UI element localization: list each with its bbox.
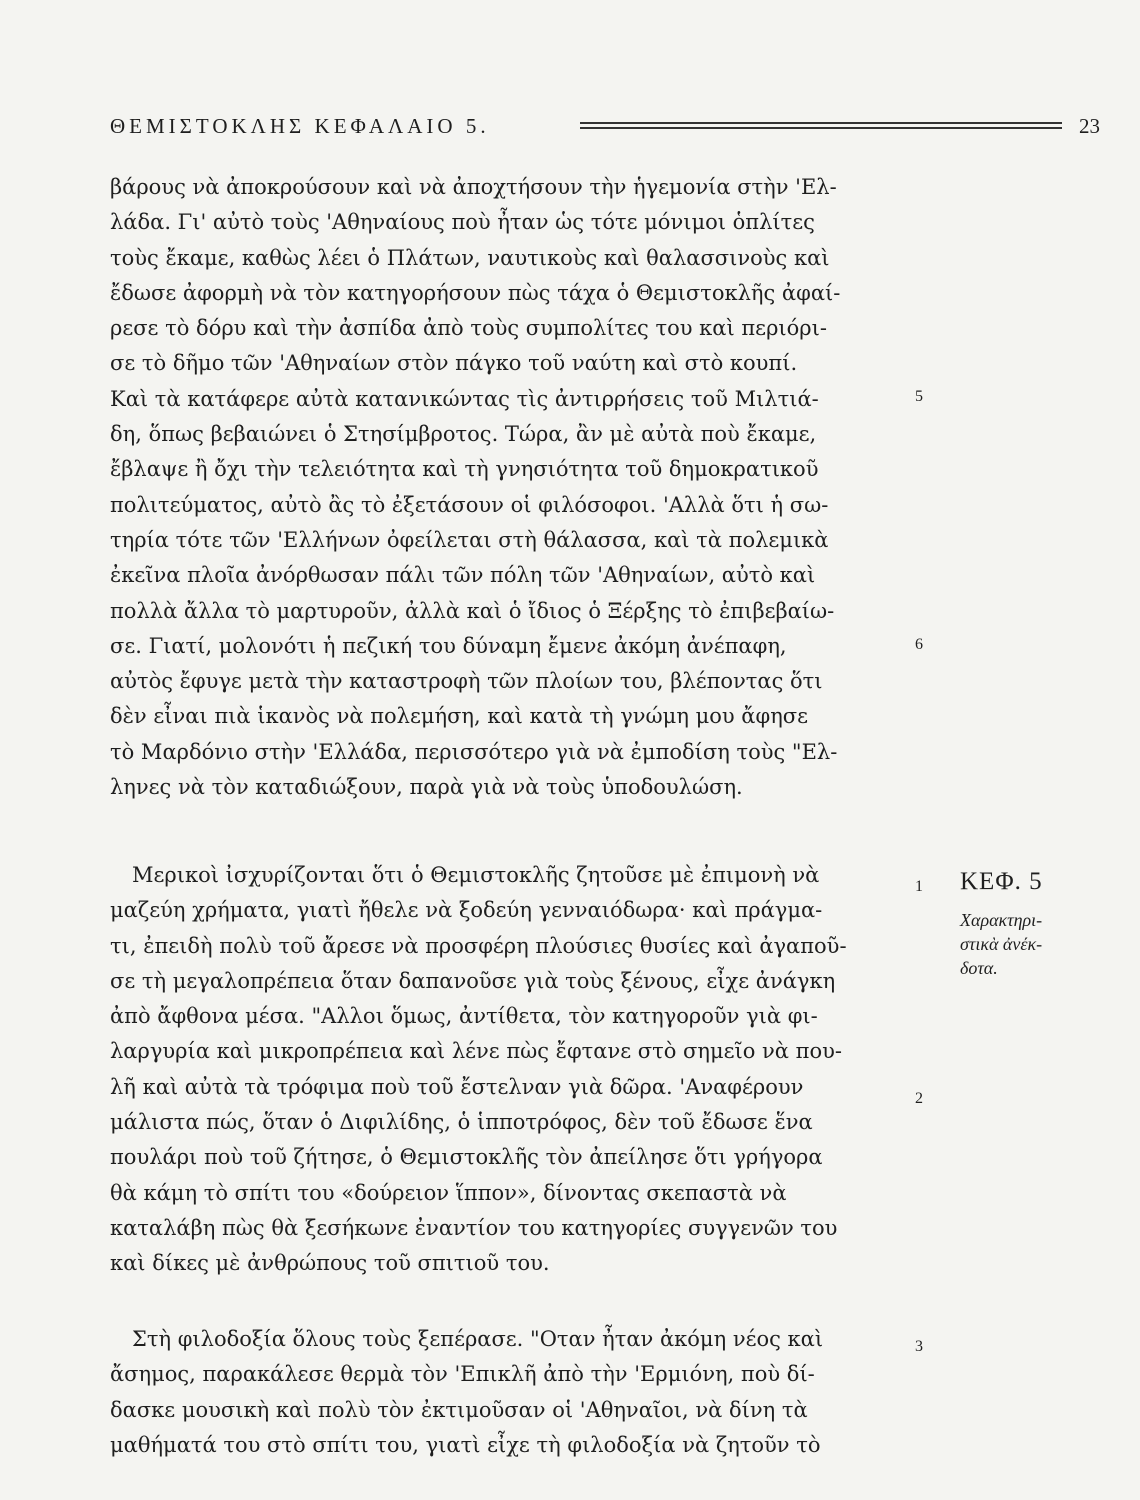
text-line: λαργυρία καὶ μικροπρέπεια καὶ λένε πὼς ἔφτανε στὸ σημεῖο νὰ που-	[110, 1039, 842, 1064]
margin-number: 1	[915, 878, 923, 895]
text-line: τηρία τότε τῶν 'Ελλήνων ὀφείλεται στὴ θάλασσα, καὶ τὰ πολεμικὰ	[110, 527, 829, 552]
text-line: θὰ κάμη τὸ σπίτι του «δούρειον ἵππον», δίνοντας σκεπαστὰ νὰ	[110, 1180, 787, 1205]
paragraph-3	[110, 1322, 900, 1463]
text-line: μαζεύη χρήματα, γιατὶ ἤθελε νὰ ξοδεύη γενναιόδωρα· καὶ πράγμα-	[110, 898, 823, 923]
text-line: ἔδωσε ἀφορμὴ νὰ τὸν κατηγορήσουν πὼς τάχα ὁ Θεμιστοκλῆς ἀφαί-	[110, 280, 841, 305]
text-line: Μερικοὶ ἰσχυρίζονται ὅτι ὁ Θεμιστοκλῆς ζητοῦσε μὲ ἐπιμονὴ νὰ	[132, 863, 820, 887]
text-line: σε τὸ δῆμο τῶν 'Αθηναίων στὸν πάγκο τοῦ ναύτη καὶ στὸ κουπί.	[110, 351, 798, 376]
page-number: 23	[1079, 114, 1100, 138]
text-line: λάδα. Γι' αὐτὸ τοὺς 'Αθηναίους ποὺ ἦταν ὡς τότε μόνιμοι ὁπλίτες	[110, 210, 815, 235]
margin-number: 3	[915, 1338, 923, 1355]
chapter-number: 5	[1029, 868, 1043, 895]
running-title: ΘΕΜΙΣΤΟΚΛΗΣ ΚΕΦΑΛΑΙΟ 5.	[110, 114, 490, 138]
text-line: τι, ἐπειδὴ πολὺ τοῦ ἄρεσε νὰ προσφέρη πλούσιες θυσίες καὶ ἀγαποῦ-	[110, 933, 847, 958]
text-line: ληνες νὰ τὸν καταδιώξουν, παρὰ γιὰ νὰ τοὺς ὑποδουλώση.	[110, 775, 743, 800]
text-line: αὐτὸς ἔφυγε μετὰ τὴν καταστροφὴ τῶν πλοίων του, βλέποντας ὅτι	[110, 669, 823, 694]
text-line: ἄσημος, παρακάλεσε θερμὰ τὸν 'Επικλῆ ἀπὸ τὴν 'Ερμιόνη, ποὺ δί-	[110, 1362, 815, 1387]
margin-number: 6	[915, 636, 923, 653]
subtitle-line: στικὰ ἀνέκ-	[960, 934, 1043, 954]
text-line: ἀπὸ ἄφθονα μέσα. "Αλλοι ὅμως, ἀντίθετα, τὸν κατηγοροῦν γιὰ φι-	[110, 1004, 818, 1029]
text-line: τὸ Μαρδόνιο στὴν 'Ελλάδα, περισσότερο γιὰ νὰ ἐμποδίση τοὺς "Ελ-	[110, 739, 838, 764]
text-line: Καὶ τὰ κατάφερε αὐτὰ κατανικώντας τὶς ἀντιρρήσεις τοῦ Μιλτιά-	[110, 386, 819, 411]
text-line: ἔβλαψε ἢ ὄχι τὴν τελειότητα καὶ τὴ γνησιότητα τοῦ δημοκρατικοῦ	[110, 457, 819, 482]
chapter-subtitle	[960, 908, 1080, 980]
margin-number: 2	[915, 1090, 923, 1107]
subtitle-line: Χαρακτηρι-	[960, 910, 1043, 930]
running-header	[110, 114, 1100, 144]
text-line: καὶ δίκες μὲ ἀνθρώπους τοῦ σπιτιοῦ του.	[110, 1251, 550, 1276]
text-line: ἐκεῖνα πλοῖα ἀνόρθωσαν πάλι τῶν πόλη τῶν 'Αθηναίων, αὐτὸ καὶ	[110, 563, 816, 588]
text-line: δη, ὅπως βεβαιώνει ὁ Στησίμβροτος. Τώρα, ἂν μὲ αὐτὰ ποὺ ἔκαμε,	[110, 422, 817, 447]
header-rule	[580, 122, 1062, 129]
text-line: μάλιστα πώς, ὅταν ὁ Διφιλίδης, ὁ ἱπποτρόφος, δὲν τοῦ ἔδωσε ἕνα	[110, 1110, 813, 1135]
text-line: μαθήματά του στὸ σπίτι του, γιατὶ εἶχε τὴ φιλοδοξία νὰ ζητοῦν τὸ	[110, 1432, 821, 1457]
text-line: σε τὴ μεγαλοπρέπεια ὅταν δαπανοῦσε γιὰ τοὺς ξένους, εἶχε ἀνάγκη	[110, 968, 836, 993]
margin-number: 5	[915, 388, 923, 405]
chapter-label: ΚΕΦ.	[960, 868, 1022, 895]
text-line: δὲν εἶναι πιὰ ἱκανὸς νὰ πολεμήση, καὶ κατὰ τὴ γνώμη μου ἄφησε	[110, 704, 808, 729]
text-line: βάρους νὰ ἀποκρούσουν καὶ νὰ ἀποχτήσουν τὴν ἡγεμονία στὴν 'Ελ-	[110, 175, 837, 199]
text-line: καταλάβη πὼς θὰ ξεσήκωνε ἐναντίον του κατηγορίες συγγενῶν του	[110, 1215, 838, 1240]
chapter-sidebar	[960, 868, 1080, 980]
paragraph-1	[110, 170, 900, 805]
text-line: σε. Γιατί, μολονότι ἡ πεζική του δύναμη ἔμενε ἀκόμη ἀνέπαφη,	[110, 633, 787, 658]
text-line: πουλάρι ποὺ τοῦ ζήτησε, ὁ Θεμιστοκλῆς τὸν ἀπείλησε ὅτι γρήγορα	[110, 1145, 823, 1170]
text-line: τοὺς ἔκαμε, καθὼς λέει ὁ Πλάτων, ναυτικοὺς καὶ θαλασσινοὺς καὶ	[110, 245, 830, 270]
chapter-heading	[960, 868, 1080, 896]
text-line: ρεσε τὸ δόρυ καὶ τὴν ἀσπίδα ἀπὸ τοὺς συμπολίτες του καὶ περιόρι-	[110, 316, 827, 341]
text-line: δασκε μουσικὴ καὶ πολὺ τὸν ἐκτιμοῦσαν οἱ 'Αθηναῖοι, νὰ δίνη τὰ	[110, 1397, 808, 1422]
text-line: πολλὰ ἄλλα τὸ μαρτυροῦν, ἀλλὰ καὶ ὁ ἴδιος ὁ Ξέρξης τὸ ἐπιβεβαίω-	[110, 598, 835, 623]
text-line: λῆ καὶ αὐτὰ τὰ τρόφιμα ποὺ τοῦ ἔστελναν γιὰ δῶρα. 'Αναφέρουν	[110, 1074, 804, 1099]
subtitle-line: δοτα.	[960, 958, 998, 978]
paragraph-2	[110, 858, 900, 1282]
text-line: Στὴ φιλοδοξία ὅλους τοὺς ξεπέρασε. "Οταν ἦταν ἀκόμη νέος καὶ	[132, 1327, 824, 1351]
text-line: πολιτεύματος, αὐτὸ ἂς τὸ ἐξετάσουν οἱ φιλόσοφοι. 'Αλλὰ ὅτι ἡ σω-	[110, 492, 829, 517]
